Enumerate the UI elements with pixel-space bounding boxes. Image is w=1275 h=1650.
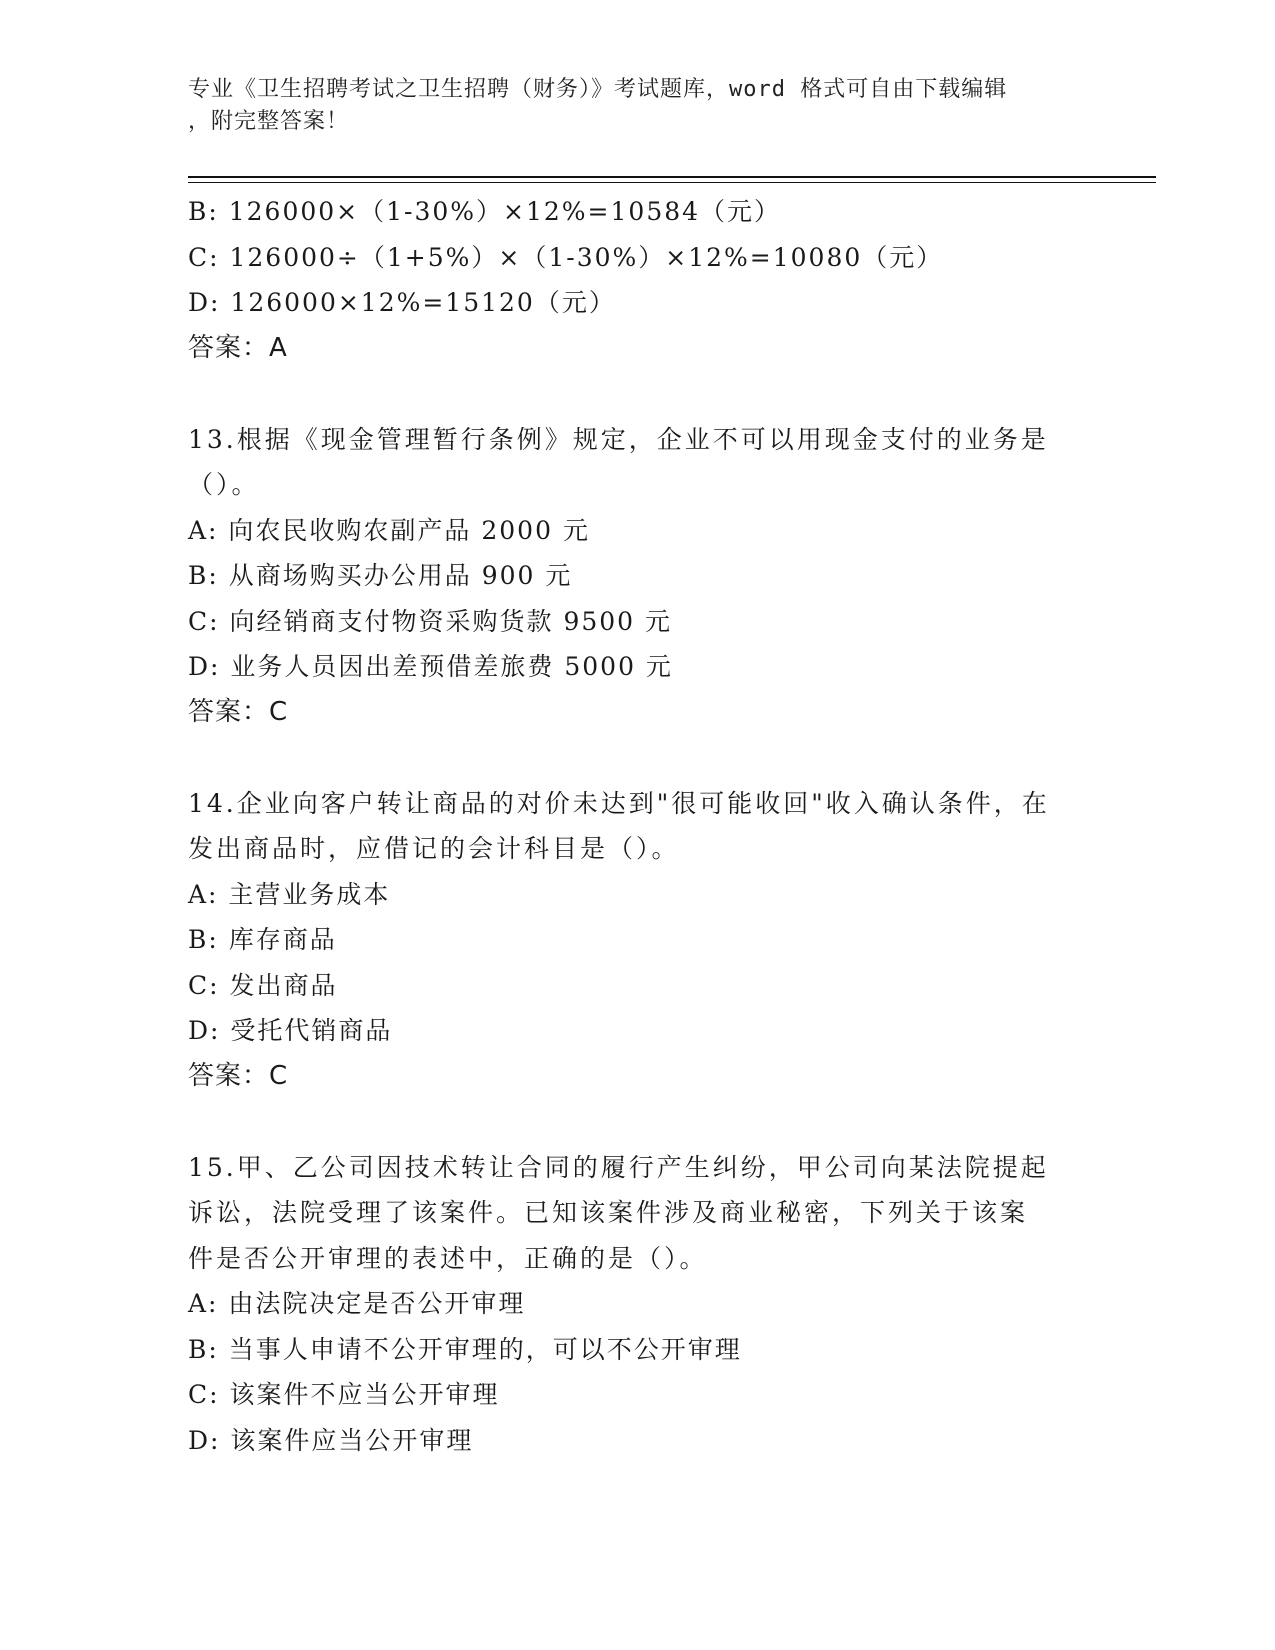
spacer: [188, 735, 1088, 781]
header-line-2: ，附完整答案！: [188, 109, 350, 134]
document-header: [188, 74, 1068, 138]
q14-option-a: A: 主营业务成本: [188, 879, 391, 909]
q15-stem-line-1: 15.甲、乙公司因技术转让合同的履行产生纠纷，甲公司向某法院提起: [188, 1152, 1049, 1182]
q14-stem-line-2: 发出商品时，应借记的会计科目是（）。: [188, 834, 680, 863]
q13-option-c: C: 向经销商支付物资采购货款 9500 元: [188, 606, 673, 636]
q14-stem-line-1: 14.企业向客户转让商品的对价未达到"很可能收回"收入确认条件，在: [188, 788, 1050, 818]
question-list: [188, 189, 1088, 1463]
q13-option-d: D: 业务人员因出差预借差旅费 5000 元: [188, 652, 673, 681]
q14-answer: 答案：C: [188, 1060, 289, 1091]
spacer: [188, 371, 1088, 417]
header-line-1: 专业《卫生招聘考试之卫生招聘（财务）》考试题库，word 格式可自由下载编辑: [188, 77, 1008, 102]
q12-answer: 答案：A: [188, 332, 288, 363]
q15-option-d: D: 该案件应当公开审理: [188, 1425, 474, 1455]
q15-option-b: B: 当事人申请不公开审理的，可以不公开审理: [188, 1334, 742, 1364]
question-15: [188, 1145, 1088, 1464]
q12-option-b: B: 126000×（1-30%）×12%=10584（元）: [188, 197, 782, 226]
spacer: [188, 1099, 1088, 1145]
q15-option-a: A: 由法院决定是否公开审理: [188, 1289, 526, 1318]
question-13: [188, 417, 1088, 736]
q14-option-c: C: 发出商品: [188, 970, 338, 1000]
q13-stem-line-1: 13.根据《现金管理暂行条例》规定，企业不可以用现金支付的业务是: [188, 424, 1049, 454]
q15-stem-line-3: 件是否公开审理的表述中，正确的是（）。: [188, 1243, 708, 1273]
header-divider-thick: [188, 176, 1156, 178]
q13-option-a: A: 向农民收购农副产品 2000 元: [188, 515, 590, 545]
q15-stem-line-2: 诉讼，法院受理了该案件。已知该案件涉及商业秘密，下列关于该案: [188, 1198, 1029, 1227]
q14-option-b: B: 库存商品: [188, 925, 337, 954]
q12-option-c: C: 126000÷（1+5%）×（1-30%）×12%=10080（元）: [188, 242, 944, 272]
q12-option-d: D: 126000×12%=15120（元）: [188, 288, 616, 317]
header-divider-thin: [188, 182, 1156, 183]
q13-answer: 答案：C: [188, 696, 289, 727]
question-14: [188, 781, 1088, 1100]
question-12: [188, 189, 1088, 371]
q13-option-b: B: 从商场购买办公用品 900 元: [188, 561, 573, 590]
q13-stem-line-2: （）。: [188, 470, 260, 499]
q15-option-c: C: 该案件不应当公开审理: [188, 1380, 500, 1409]
q14-option-d: D: 受托代销商品: [188, 1016, 393, 1045]
